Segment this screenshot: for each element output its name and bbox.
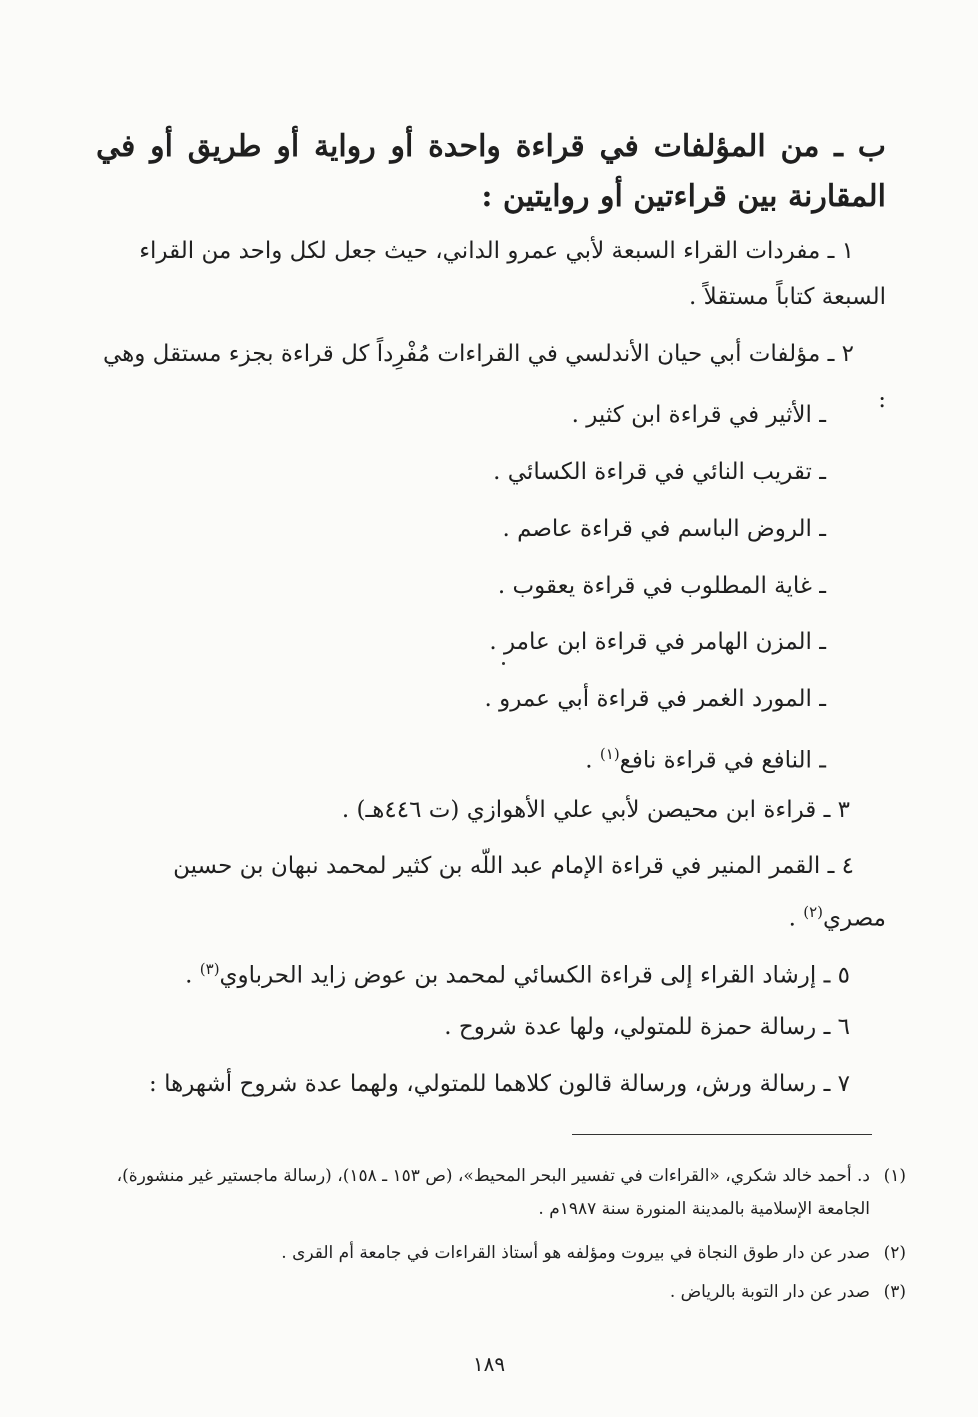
sub-item-5: ـ المزن الهامر في قراءة ابن عامر . xyxy=(489,629,826,655)
footnote-separator xyxy=(572,1134,872,1135)
footnote-ref-2: (٢) xyxy=(803,903,824,921)
footnote-ref-3: (٣) xyxy=(199,960,220,978)
list-item-5 xyxy=(185,952,850,993)
list-item-4-text: ٤ ـ القمر المنير في قراءة الإمام عبد اللّه بن كثير لمحمد نبهان بن حسين مصري xyxy=(173,853,886,932)
footnote-3-text: صدر عن دار التوبة بالرياض . xyxy=(669,1282,870,1302)
list-item-5-text: ٥ ـ إرشاد القراء إلى قراءة الكسائي لمحمد بن عوض زايد الحرباوي xyxy=(219,962,850,989)
list-item-4-end: . xyxy=(788,905,804,932)
list-item-2: ٢ ـ مؤلفات أبي حيان الأندلسي في القراءات مُفْرِداً كل قراءة بجزء مستقل وهي : xyxy=(102,341,886,413)
sub-item-6: ـ المورد الغمر في قراءة أبي عمرو . xyxy=(484,686,826,712)
sub-item-7-text: ـ النافع في قراءة نافع xyxy=(619,747,826,774)
footnote-3-number: (٣) xyxy=(883,1282,906,1302)
sub-item-3: ـ الروض الباسم في قراءة عاصم . xyxy=(502,516,826,542)
page-number: ١٨٩ xyxy=(472,1352,506,1376)
footnote-1 xyxy=(100,1160,906,1226)
sub-item-4: ـ غاية المطلوب في قراءة يعقوب . xyxy=(497,573,826,599)
footnote-2-text: صدر عن دار طوق النجاة في بيروت ومؤلفه هو أستاذ القراءات في جامعة أم القرى . xyxy=(281,1243,870,1263)
footnote-1-number: (١) xyxy=(883,1166,906,1186)
list-item-3: ٣ ـ قراءة ابن محيصن لأبي علي الأهوازي (ت ٤٤٦هـ) . xyxy=(341,797,850,823)
sub-item-2: ـ تقريب النائي في قراءة الكسائي . xyxy=(493,459,826,485)
list-item-5-end: . xyxy=(185,962,200,989)
list-item-4 xyxy=(96,843,886,942)
section-heading: ب ـ من المؤلفات في قراءة واحدة أو رواية أو طريق أو في المقارنة بين قراءتين أو روايتين : xyxy=(96,129,886,214)
list-item-6: ٦ ـ رسالة حمزة للمتولي، ولها عدة شروح . xyxy=(444,1014,850,1040)
footnote-2-number: (٢) xyxy=(883,1243,906,1263)
sub-item-7 xyxy=(585,737,826,778)
footnote-1-text: د. أحمد خالد شكري، «القراءات في تفسير البحر المحيط»، (ص ١٥٣ ـ ١٥٨)، (رسالة ماجستير غير منشورة)، الجامعة الإسلامية بالمدينة المنورة سنة ١٩٨٧م . xyxy=(116,1166,870,1219)
sub-item-7-end: . xyxy=(585,747,600,774)
sub-item-1: ـ الأثير في قراءة ابن كثير . xyxy=(571,402,826,428)
footnote-2 xyxy=(100,1237,906,1270)
list-item-7: ٧ ـ رسالة ورش، ورسالة قالون كلاهما للمتولي، ولهما عدة شروح أشهرها : xyxy=(149,1071,850,1097)
footnote-ref-1: (١) xyxy=(599,745,620,763)
footnote-3 xyxy=(100,1276,906,1309)
list-item-1: ١ ـ مفردات القراء السبعة لأبي عمرو الداني، حيث جعل لكل واحد من القراء السبعة كتاباً مستقلاً . xyxy=(139,238,886,310)
ink-speck xyxy=(502,662,505,665)
